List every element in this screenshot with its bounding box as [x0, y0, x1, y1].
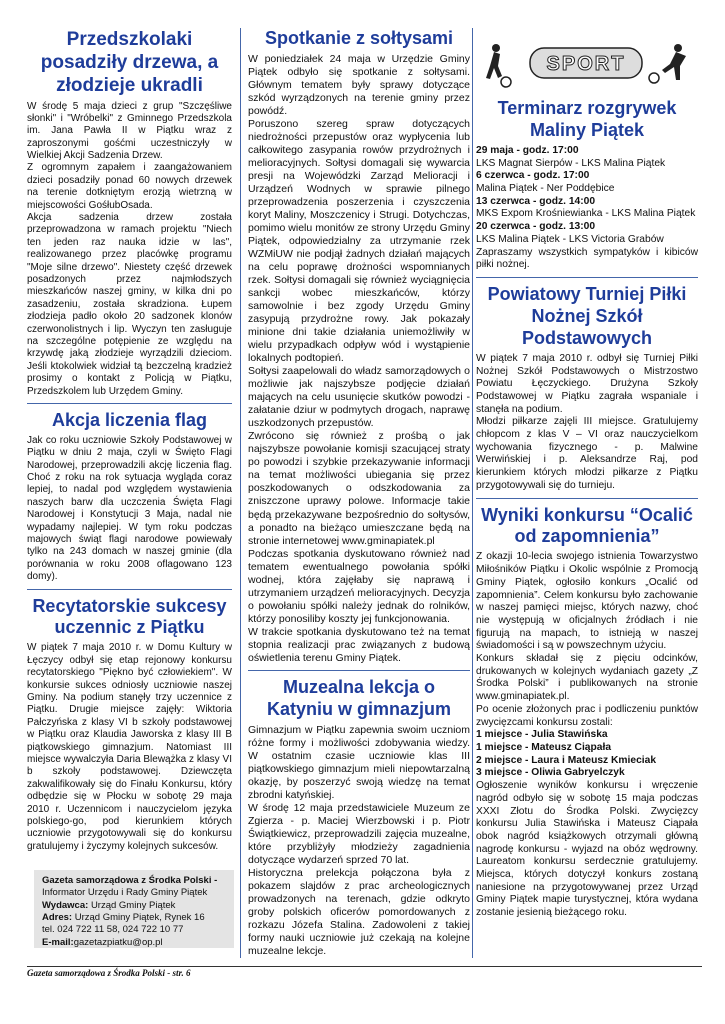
paragraph: Podczas spotkania dyskutowano również nad tematem ewentualnego powołania spółki wodnej, która zajęłaby się naprawą i utrzymaniem urządzeń melioracyjnych. Decyzja o powołaniu spółki należy jednak do rolników, którzy ponosiliby koszty jej funkcjonowania.	[248, 547, 470, 625]
paragraph: Poruszono szereg spraw dotyczących niedrożności przepustów oraz wypłycenia lub całkowitego zasypania rowów przydrożnych i melioracyjnych. Sołtysi domagali się wywarcia presji na Wojewódzki Zarząd Melioracji i Urządzeń Wodnych w sprawie pilnego przeprowadzenia poszerzenia i czyszczenia koryt Maliny, Moszczenicy i Strugi. Dotychczas, pomimo wielu monitów ze strony Urzędu Gminy Piątek, odpowiedzialny za utrzymanie rzek WZMiUW nie podjął żadnych działań mających na celu poprawę drożności wspomnianych rzek. Sołtysi domagali się również wyciągnięcia sankcji wobec mieszkańców, którzy samowolnie i bez zgody Urzędu Gminy zasypują przydrożne rowy. Jak pokazały minione dni takie działania uniemożliwiły w wielu przypadkach odpływ wód i wystąpienie lokalnych podtopień.	[248, 118, 470, 365]
paragraph: Historyczna prelekcja połączona była z pokazem slajdów z prac archeologicznych prowadzonych na terenach, gdzie odkryto groby polskich oficerów pomordowanych z rozkazu Józefa Stalina. Zadowoleni z takiej formy nauki uczniowie już czekają na kolejne muzealne lekcje.	[248, 866, 470, 957]
winners-list	[476, 729, 698, 780]
sport-label: SPORT	[546, 53, 626, 75]
schedule-match: MKS Expom Krośniewianka - LKS Malina Piątek	[476, 208, 696, 220]
paragraph: W trakcie spotkania dyskutowano też na temat stopnia realizacji prac związanych z budową oświetlenia terenu Gminy Piątek.	[248, 625, 470, 664]
article-title-recitation: Recytatorskie sukcesy uczennic z Piątku	[32, 595, 227, 638]
schedule-date: 13 czerwca - godz. 14:00	[476, 195, 596, 207]
schedule-date: 6 czerwca - godz. 17:00	[476, 170, 590, 182]
divider	[476, 277, 698, 278]
schedule-match: Malina Piątek - Ner Poddębice	[476, 183, 615, 195]
winner-item: 2 miejsce - Laura i Mateusz Kmieciak	[476, 754, 657, 766]
sport-banner	[482, 40, 702, 92]
schedule-match: LKS Malina Piątek - LKS Victoria Grabów	[476, 233, 664, 245]
publisher-info-box	[34, 870, 234, 948]
divider	[27, 403, 232, 404]
paragraph: Młodzi piłkarze zajęli III miejsce. Gratulujemy chłopcom z klas V – VI oraz nauczycielkom wychowania fizycznego - p. Malwine Werwińskiej i p. Aleksandrze Raj, pod kierunkiem których młodzi piłkarze z Piątku przygotowywali się do turnieju.	[476, 416, 698, 491]
paragraph: W poniedziałek 24 maja w Urzędzie Gminy Piątek odbyło się spotkanie z sołtysami. Głównym tematem były sprawy dotyczące szkód wyrządzonych na terenie gminy przez powódź.	[248, 52, 470, 118]
schedule-list	[476, 145, 698, 247]
page-footer: Gazeta samorządowa z Środka Polski - str. 6	[27, 968, 191, 978]
publisher-line: Gazeta samorządowa z Środka Polski -	[42, 875, 218, 886]
article-title-meeting: Spotkanie z sołtysami	[264, 28, 454, 48]
paragraph: W środę 12 maja przedstawiciele Muzeum ze Zgierza - p. Maciej Wierzbowski i p. Piotr Świątkiewicz, przeprowadzili zajęcia muzealne, które przybliżyły młodzieży zagadnienia dotyczące wydarzeń sprzed 70 lat.	[248, 801, 470, 866]
paragraph: W piątek 7 maja 2010 r. odbył się Turniej Piłki Nożnej Szkół Podstawowych o Mistrzostwo Powiatu Łęczyckiego. Drużyna Szkoły Podstawowej w Piątku zagrała wspaniale i stanęła na podium.	[476, 352, 698, 415]
footballer-right-icon	[649, 44, 686, 83]
publisher-line: E-mail:gazetazpiatku@op.pl	[42, 936, 163, 948]
column-1	[27, 28, 232, 853]
article-title-flags: Akcja liczenia flag	[51, 409, 208, 430]
publisher-line: tel. 024 722 11 58, 024 722 10 77	[42, 924, 184, 936]
paragraph: Ogłoszenie wyników konkursu i wręczenie nagród odbyło się w sobotę 15 maja podczas XXXI Złotu do Środka Polski. Zwycięzcy konkursu Julia Stawińska i Mateusz Ciąpała obok nagród książkowych otrzymali główną nagrodę konkursu - wyjazd na obóz wędrowny. Laureatom konkursu serdecznie gratulujemy. Miejsca, których dotyczył konkurs zostaną naniesione na przygotowywanej przez Urząd Gminy Piątek mapie turystycznej, która wydana zostanie jesienią bieżącego roku.	[476, 780, 698, 919]
article-title-schedule: Terminarz rozgrywek Maliny Piątek	[497, 98, 677, 140]
paragraph: Z okazji 10-lecia swojego istnienia Towarzystwo Miłośników Piątku i Okolic wspólnie z Promocją Gminy Piątek, ogłosiło konkurs „Ocalić od zapomnienia”. Celem konkursu było zachowanie w naszej pamięci miejsc, których nazwy, choć nie występują w oficjalnych źródłach i nie figurują na mapach, to istnieją w naszej świadomości i są w powszechnym użyciu.	[476, 551, 698, 652]
winner-item: 1 miejsce - Julia Stawińska	[476, 729, 608, 741]
paragraph: Konkurs składał się z pięciu odcinków, drukowanych w kolejnych wydaniach gazety „Z Środka Polski” i publikowanych na stronie www.gminapiatek.pl.	[476, 653, 698, 703]
publisher-line: Adres: Urząd Gminy Piątek, Rynek 16	[42, 912, 205, 924]
paragraph: W środę 5 maja dzieci z grup "Szczęśliwe słonki" i "Wróbelki" z Gminnego Przedszkola im. Jana Pawła II w Piątku wraz z zaproszonymi gośćmi uczestniczyły w Wielkiej Akcji Sadzenia Drzew.	[27, 100, 232, 162]
article-title-tournament: Powiatowy Turniej Piłki Nożnej Szkół Podstawowych	[487, 283, 687, 348]
winner-item: 1 miejsce - Mateusz Ciąpała	[476, 741, 612, 753]
paragraph: Po ocenie złożonych prac i podliczeniu punktów zwycięzcami konkursu zostali:	[476, 703, 698, 728]
winner-item: 3 miejsce - Oliwia Gabryelczyk	[476, 767, 625, 779]
column-2	[248, 28, 470, 958]
footballer-left-icon	[486, 44, 511, 87]
column-3	[476, 98, 698, 920]
paragraph: Z ogromnym zapałem i zaangażowaniem dzieci posadziły ponad 60 nowych drzewek na terenie dotkniętym erozją wietrzną w miejscowości GośłubOsada.	[27, 162, 232, 211]
divider	[248, 670, 470, 671]
publisher-line: Informator Urzędu i Rady Gminy Piątek	[42, 887, 208, 899]
schedule-date: 20 czerwca - godz. 13:00	[476, 221, 596, 233]
article-title-contest: Wyniki konkursu “Ocalić od zapomnienia”	[481, 504, 693, 547]
paragraph: W piątek 7 maja 2010 r. w Domu Kultury w Łęczycy odbył się etap rejonowy konkursu recytatorskiego "Piękno być człowiekiem". W konkursie sukces odniosły uczniowie naszej Gminy. Na podium stanęły trzy uczennice z Piątku. Drugie miejsce zajęły: Wiktoria Pałczyńska z klasy VI b szkoły podstawowej w Piątku oraz Klaudia Jaworska z klasy III B piątkowskiego gimnazjum. Natomiast III miejsce wywalczyła Daria Blewążka z klasy VI b szkoły podstawowej. Dziewczęta zakwalifikowały się do Finału Konkursu, który odbędzie się w Płocku w sobotę 29 maja 2010 r. Uczennicom i nauczycielom języka polskiego-go, pod kierunkiem których uczniowie przygotowywali się do konkursu gratulujemy i życzymy kolejnych sukcesów.	[27, 642, 232, 852]
article-title-katyn: Muzealna lekcja o Katyniu w gimnazjum	[266, 676, 452, 719]
paragraph: Gimnazjum w Piątku zapewnia swoim uczniom różne formy i możliwości zdobywania wiedzy. W ostatnim czasie uczniowie klas III piątkowskiego gimnazjum mieli niepowtarzalną okazję, by poszerzyć swoją wiedzę na temat zbrodni katyńskiej.	[248, 723, 470, 801]
schedule-date: 29 maja - godz. 17:00	[476, 144, 579, 156]
paragraph: Jak co roku uczniowie Szkoły Podstawowej w Piątku w dniu 2 maja, czyli w Święto Flagi Narodowej, przeprowadzili akcję liczenia flag. Choć z roku na rok sytuacja wygląda coraz lepiej, to nadal pod względem wystawienia naszych barw dla uczczenia Święta Flagi Narodowej i Konstytucji 3 Maja, nadal nie wypadamy najlepiej. W tym roku podczas majowych świąt flagi narodowe powiewały tylko na 243 domach w naszej gminie (dla porównania w roku 2008 oflagowano 123 domy).	[27, 434, 232, 583]
footer-rule	[27, 966, 702, 967]
schedule-match: LKS Magnat Sierpów - LKS Malina Piątek	[476, 157, 666, 169]
paragraph: Zapraszamy wszystkich sympatyków i kibiców piłki nożnej.	[476, 246, 698, 271]
divider	[476, 498, 698, 499]
paragraph: Akcja sadzenia drzew została przeprowadzona w ramach projektu "Niech ten jeden raz nauka idzie w las", realizowanego przez placówkę programu "Moje silne drzewo". Niestety część drzewek posadzonych przez najmłodszych mieszkańców naszej gminy, w kilka dni po zasadzeniu, została skradziona. Łupem złodzieja padło około 20 sadzonek klonów czerwonolistnych i lip. Wyczyn ten zasługuje na szczególne potępienie ze względu na krzywdę jaką złodzieje wyrządzili dzieciom. Jeśli ktokolwiek widział tą bezczelną kradzież prosimy o kontakt z Policją w Piątku, Przedszkolem lub Urzędem Gminy.	[27, 212, 232, 397]
paragraph: Zwrócono się również z prośbą o jak najszybsze powołanie komisji szacującej straty po powodzi i szybkie przekazywanie informacji na temat możliwości ubiegania się przez poszkodowanych o odszkodowania za zniszczone uprawy polowe. Informacje takie będą przekazywane bezpośrednio do sołtysów, a ponadto na bieżąco umieszczane będą na stronie internetowej www.gminapiatek.pl	[248, 430, 470, 547]
article-title-preschool: Przedszkolaki posadziły drzewa, a złodzieje ukradli	[40, 29, 219, 97]
paragraph: Sołtysi zaapelowali do władz samorządowych o możliwie jak najszybsze podjęcie działań mających na celu usunięcie skutków powodzi - załatanie dziur w podmytych drogach, naprawę uszkodzonych przepustów.	[248, 365, 470, 430]
publisher-line: Wydawca: Urząd Gminy Piątek	[42, 899, 176, 911]
divider	[27, 589, 232, 590]
